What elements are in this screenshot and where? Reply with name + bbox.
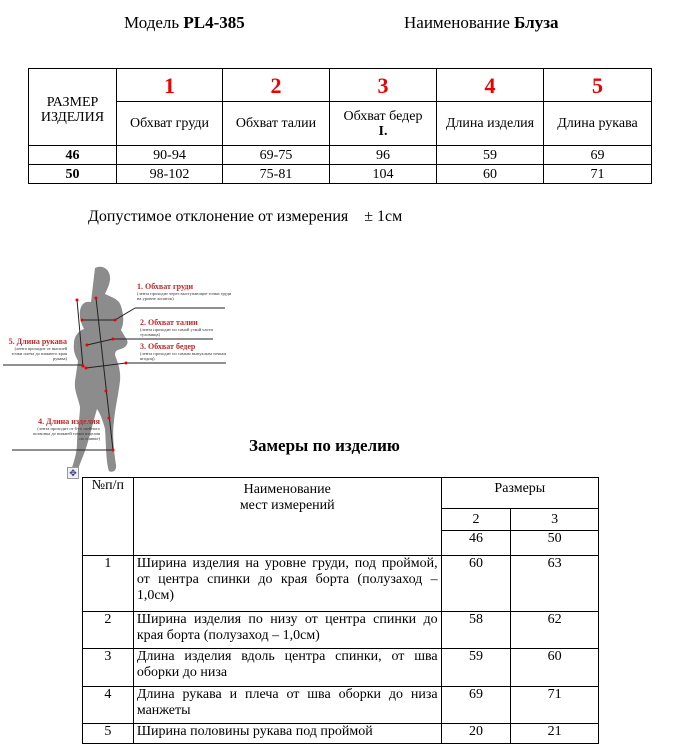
model-line xyxy=(124,13,245,33)
col-num: 1 xyxy=(117,69,223,102)
table-row: 46 90-94 69-75 96 59 69 xyxy=(29,146,652,165)
col-label: Обхват талии xyxy=(223,102,330,146)
col-num: 5 xyxy=(544,69,652,102)
name-label: Наименование xyxy=(404,13,510,32)
measure-table-title: Замеры по изделию xyxy=(249,436,400,455)
table-move-handle-icon[interactable]: ✥ xyxy=(67,467,79,479)
name-line xyxy=(404,13,559,33)
figure-label-5: 5. Длина рукава (лента проходит от высшей точки плеча до нижнего края рукава) xyxy=(8,337,67,361)
size-header: РАЗМЕР ИЗДЕЛИЯ xyxy=(29,69,117,146)
col-num: 3 xyxy=(330,69,437,102)
table-row: 1 Ширина изделия на уровне груди, под проймой, от центра спинки до края борта (полузаход – 1,0см) 60 63 xyxy=(83,556,599,612)
tolerance-line: Допустимое отклонение от измерения ± 1см xyxy=(88,208,403,225)
table-row: 5 Ширина половины рукава под проймой 20 21 xyxy=(83,724,599,744)
col-num: 4 xyxy=(437,69,544,102)
name-value: Блуза xyxy=(514,13,559,32)
table-row: 2 Ширина изделия по низу от центра спинки до края борта (полузаход – 1,0см) 58 62 xyxy=(83,612,599,649)
model-label: Модель xyxy=(124,13,180,32)
col-label: Длина изделия xyxy=(437,102,544,146)
col-name-header: Наименование мест измерений xyxy=(133,478,441,556)
measure-table: №п/п Наименование мест измерений Размеры 2 3 46 50 1 Ширина изделия на уровне груди, под проймой, от центра спинки до края борта (полузаход – 1,0см) 60 63 2 Ширина изделия по низу от центра спинки до края борта (полузаход – 1,0см) 58 62 3 Длина изделия вдоль центра спинки, от шва оборки до низа 59 60 4 Длина рукава и плеча от шва оборки до низа манжеты 69 71 5 Ширина половины рукава под проймой 20 21 xyxy=(82,477,599,744)
figure-label-1: 1. Обхват груди (лента проходит через выступающие точки груди на уровне лопаток) xyxy=(137,282,232,301)
col-sizes-header: Размеры xyxy=(441,478,598,509)
measurement-figure xyxy=(0,260,270,475)
figure-label-3: 3. Обхват бедер (лента проходит по самым выпуклым точкам ягодиц) xyxy=(140,342,227,361)
col-label: Длина рукава xyxy=(544,102,652,146)
table-row: 3 Длина изделия вдоль центра спинки, от шва оборки до низа 59 60 xyxy=(83,649,599,687)
col-label: Обхват груди xyxy=(117,102,223,146)
table-row: 4 Длина рукава и плеча от шва оборки до низа манжеты 69 71 xyxy=(83,687,599,724)
figure-label-2: 2. Обхват талии (лента проходит по самой узкой части туловища) xyxy=(140,318,213,337)
size-table xyxy=(28,68,652,184)
table-row: 50 98-102 75-81 104 60 71 xyxy=(29,165,652,184)
col-num: 2 xyxy=(223,69,330,102)
col-label: Обхват бедер I. xyxy=(330,102,437,146)
figure-label-4: 4. Длина изделия (лента проходит от 6-го шейного позвонка до нижней точки изделия по спинке) xyxy=(32,417,100,441)
model-value: PL4-385 xyxy=(183,13,245,32)
col-num-header: №п/п xyxy=(83,478,134,556)
